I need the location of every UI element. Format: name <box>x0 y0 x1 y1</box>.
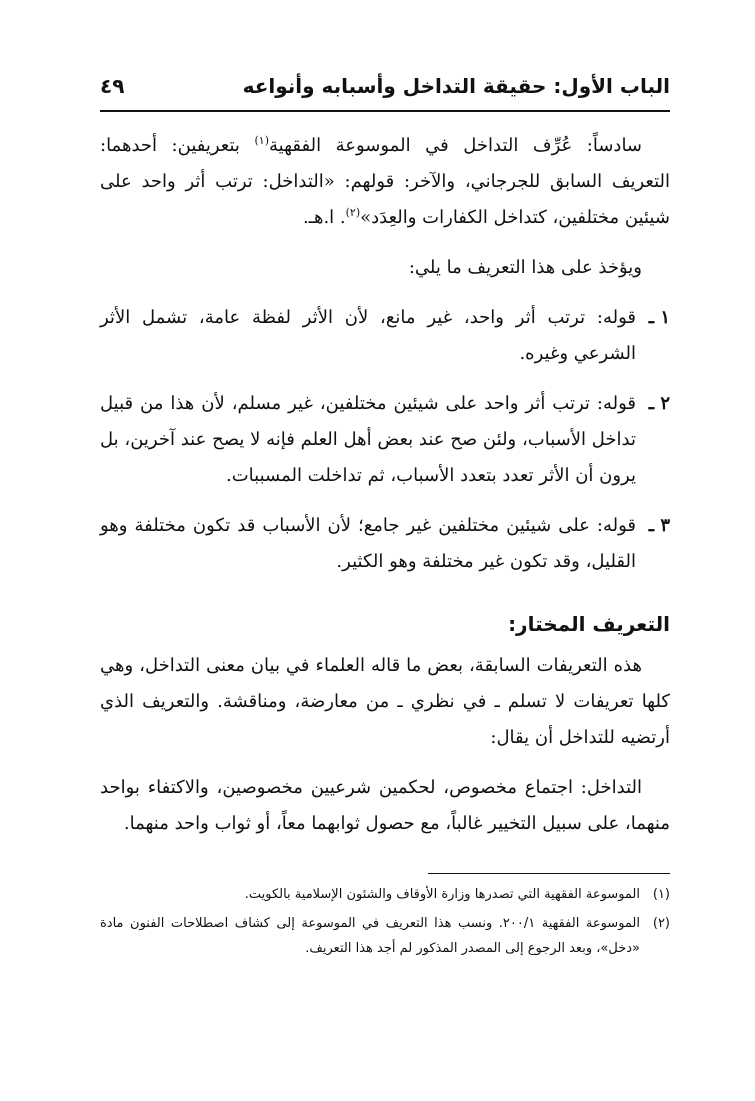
footnotes <box>100 882 670 965</box>
list-item-number: ٣ ـ <box>648 515 670 536</box>
list-item <box>100 386 670 494</box>
page-number: ٤٩ <box>100 74 125 98</box>
list-item-text: قوله: على شيئين مختلفين غير جامع؛ لأن الأسباب قد تكون مختلفة وهو القليل، وقد تكون غير مختلفة وهو الكثير. <box>100 515 636 572</box>
footnote-ref-2: (٢) <box>345 206 361 219</box>
footnote-ref-1: (١) <box>254 134 269 147</box>
footnote-number: (٢) <box>652 916 670 931</box>
running-title: الباب الأول: حقيقة التداخل وأسبابه وأنواعه <box>242 74 670 98</box>
footnote-text: الموسوعة الفقهية التي تصدرها وزارة الأوقاف والشئون الإسلامية بالكويت. <box>244 887 640 902</box>
list-item-text: قوله: ترتب أثر واحد، غير مانع، لأن الأثر لفظة عامة، تشمل الأثر الشرعي وغيره. <box>100 307 636 364</box>
section-heading: التعريف المختار: <box>508 612 670 636</box>
paragraph-preface: هذه التعريفات السابقة، بعض ما قاله العلماء في بيان معنى التداخل، وهي كلها تعريفات لا تسلم ـ في نظري ـ من معارضة، ومناقشة. والتعريف الذي أرتضيه للتداخل أن يقال: <box>100 655 670 748</box>
footnote-text: الموسوعة الفقهية ٢٠٠/١. ونسب هذا التعريف في الموسوعة إلى كشاف اصطلاحات الفنون مادة «دخل»، وبعد الرجوع إلى المصدر المذكور لم أجد هذا التعريف. <box>100 916 640 956</box>
footnote-divider <box>428 873 670 874</box>
list-item-number: ١ ـ <box>648 307 670 328</box>
main-text <box>100 128 670 856</box>
list-item <box>100 508 670 580</box>
list-item-number: ٢ ـ <box>648 393 670 414</box>
list-item-text: قوله: ترتب أثر واحد على شيئين مختلفين، غير مسلم، لأن هذا من قبيل تداخل الأسباب، ولئن صح عند بعض أهل العلم فإنه لا يصح عند آخرين، بل يرون أن الأثر تعدد بتعدد الأسباب، ثم تداخلت المسببات. <box>100 393 636 486</box>
paragraph-chosen-definition: التداخل: اجتماع مخصوص، لحكمين شرعيين مخصوصين، والاكتفاء بواحد منهما، على سبيل التخيير غالباً، مع حصول ثوابهما معاً، أو ثواب واحد منهما. <box>100 777 670 834</box>
footnote-number: (١) <box>652 887 670 902</box>
footnote-item <box>100 911 670 961</box>
paragraph-lead: سادساً: عُرِّف التداخل في الموسوعة الفقهية <box>269 135 643 156</box>
paragraph-end: . ا.هـ. <box>302 207 346 228</box>
paragraph-objections-intro: ويؤخذ على هذا التعريف ما يلي: <box>408 257 642 278</box>
paragraph-middle: بتعريفين: أحدهما: التعريف السابق للجرجاني، والآخر: قولهم: «التداخل: ترتب أثر واحد على شيئين مختلفين، كتداخل الكفارات والعِدَد» <box>100 135 670 228</box>
page-header <box>100 70 670 112</box>
footnote-item <box>100 882 670 907</box>
paragraph-definition <box>100 128 670 236</box>
list-item <box>100 300 670 372</box>
